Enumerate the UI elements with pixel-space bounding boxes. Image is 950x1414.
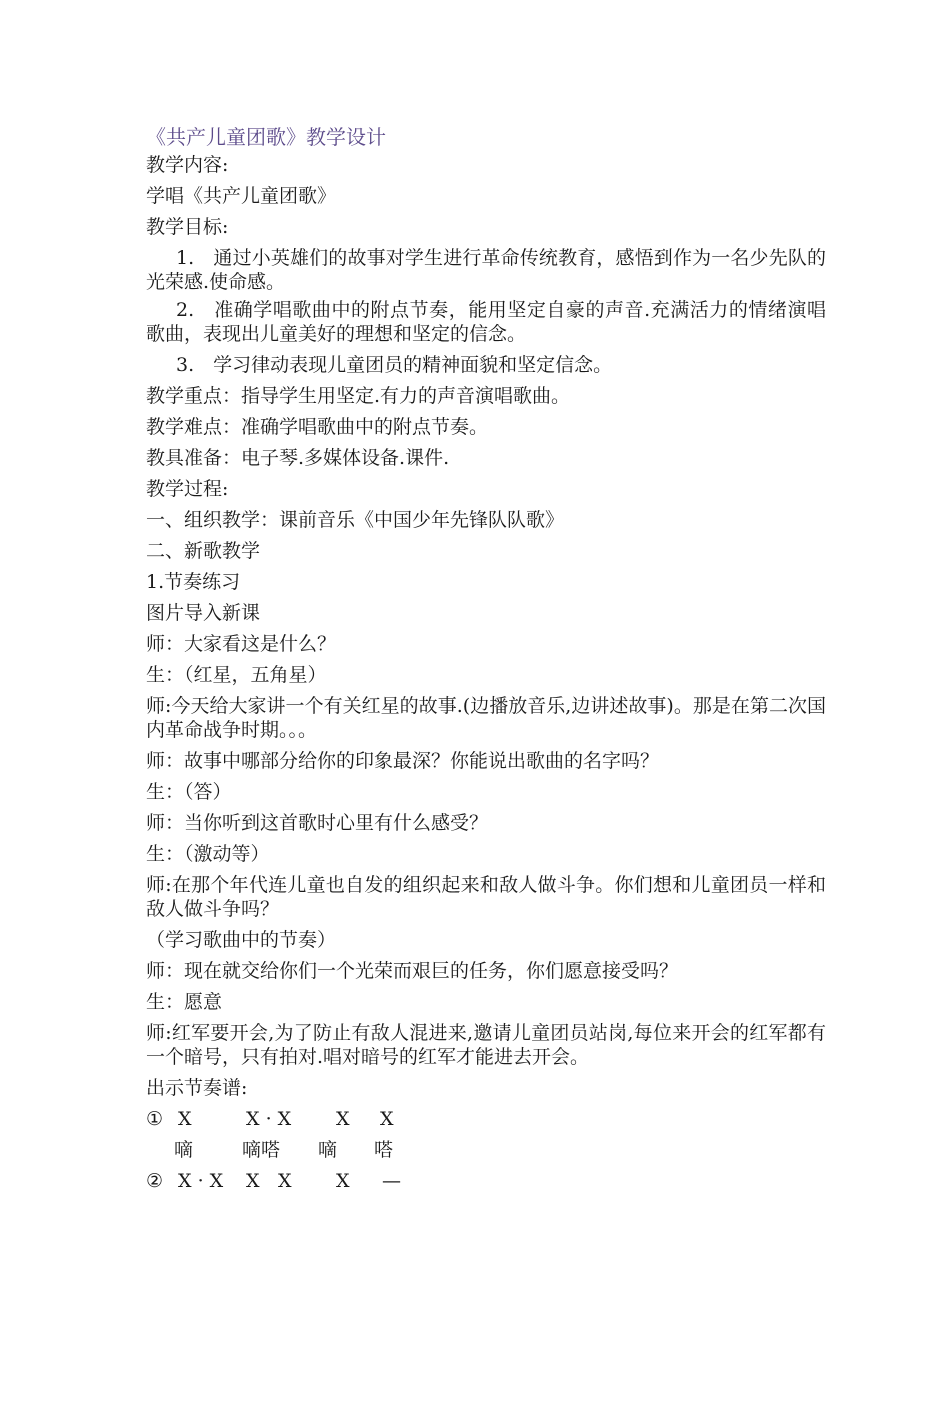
rhythm-syllable: 嘀嗒 [242,1139,281,1161]
rhythm-note: X [246,1170,260,1192]
rhythm-note: X [336,1170,350,1192]
goal-1: 1. 通过小英雄们的故事对学生进行革命传统教育，感悟到作为一名少先队的光荣感.使命感。 [146,247,826,293]
rhythm-note: X [380,1108,394,1130]
teaching-tools: 教具准备：电子琴.多媒体设备.课件. [146,447,450,469]
rhythm-1-syllables [146,1135,826,1166]
content-label: 教学内容: [146,154,229,176]
rhythm-1-notes [146,1104,826,1135]
rhythm-note: X [278,1170,292,1192]
rhythm-note: — [382,1170,401,1192]
rhythm-number: ② [146,1170,164,1192]
dialogue-line: 生：（红星，五角星） [146,664,327,686]
goals-label: 教学目标: [146,216,229,238]
sub-step-1: 1.节奏练习 [146,571,241,593]
rhythm-number: ① [146,1108,164,1130]
step-2: 二、新歌教学 [146,540,261,562]
dialogue-line: （学习歌曲中的节奏） [146,929,337,951]
dialogue-line: 师：当你听到这首歌时心里有什么感受？ [146,812,489,834]
rhythm-syllable: 嘀 [318,1139,338,1161]
difficulty: 教学难点：准确学唱歌曲中的附点节奏。 [146,416,489,438]
goal-2: 2. 准确学唱歌曲中的附点节奏，能用坚定自豪的声音.充满活力的情绪演唱歌曲，表现出儿童美好的理想和坚定的信念。 [146,299,826,345]
dialogue-line: 师：大家看这是什么？ [146,633,337,655]
key-point: 教学重点：指导学生用坚定.有力的声音演唱歌曲。 [146,385,571,407]
dialogue-line: 师：故事中哪部分给你的印象最深？你能说出歌曲的名字吗？ [146,750,660,772]
rhythm-note: X · X [178,1170,224,1192]
rhythm-note: X · X [246,1108,292,1130]
document-title: 《共产儿童团歌》教学设计 [146,125,386,149]
dialogue-line: 生：愿意 [146,991,223,1013]
dialogue-paragraph: 师:今天给大家讲一个有关红星的故事.(边播放音乐,边讲述故事)。那是在第二次国内革命战争时期。。。 [146,695,826,741]
intro-line: 图片导入新课 [146,602,261,624]
content-value: 学唱《共产儿童团歌》 [146,185,337,207]
rhythm-note: X [178,1108,192,1130]
step-1: 一、组织教学：课前音乐《中国少年先锋队队歌》 [146,509,565,531]
dialogue-paragraph: 师:红军要开会,为了防止有敌人混进来,邀请儿童团员站岗,每位来开会的红军都有一个暗号，只有拍对.唱对暗号的红军才能进去开会。 [146,1022,826,1068]
rhythm-note: X [336,1108,350,1130]
rhythm-syllable: 嗒 [374,1139,394,1161]
dialogue-line: 生：（激动等） [146,843,270,865]
goal-3: 3. 学习律动表现儿童团员的精神面貌和坚定信念。 [176,354,613,376]
process-label: 教学过程: [146,478,229,500]
dialogue-line: 师：现在就交给你们一个光荣而艰巨的任务，你们愿意接受吗？ [146,960,679,982]
dialogue-paragraph: 师:在那个年代连儿童也自发的组织起来和敌人做斗争。你们想和儿童团员一样和敌人做斗争吗？ [146,874,826,920]
dialogue-line: 生：（答） [146,781,232,803]
rhythm-syllable: 嘀 [174,1139,194,1161]
rhythm-label: 出示节奏谱: [146,1077,248,1099]
document-page [146,124,826,1197]
rhythm-2-notes [146,1166,826,1197]
